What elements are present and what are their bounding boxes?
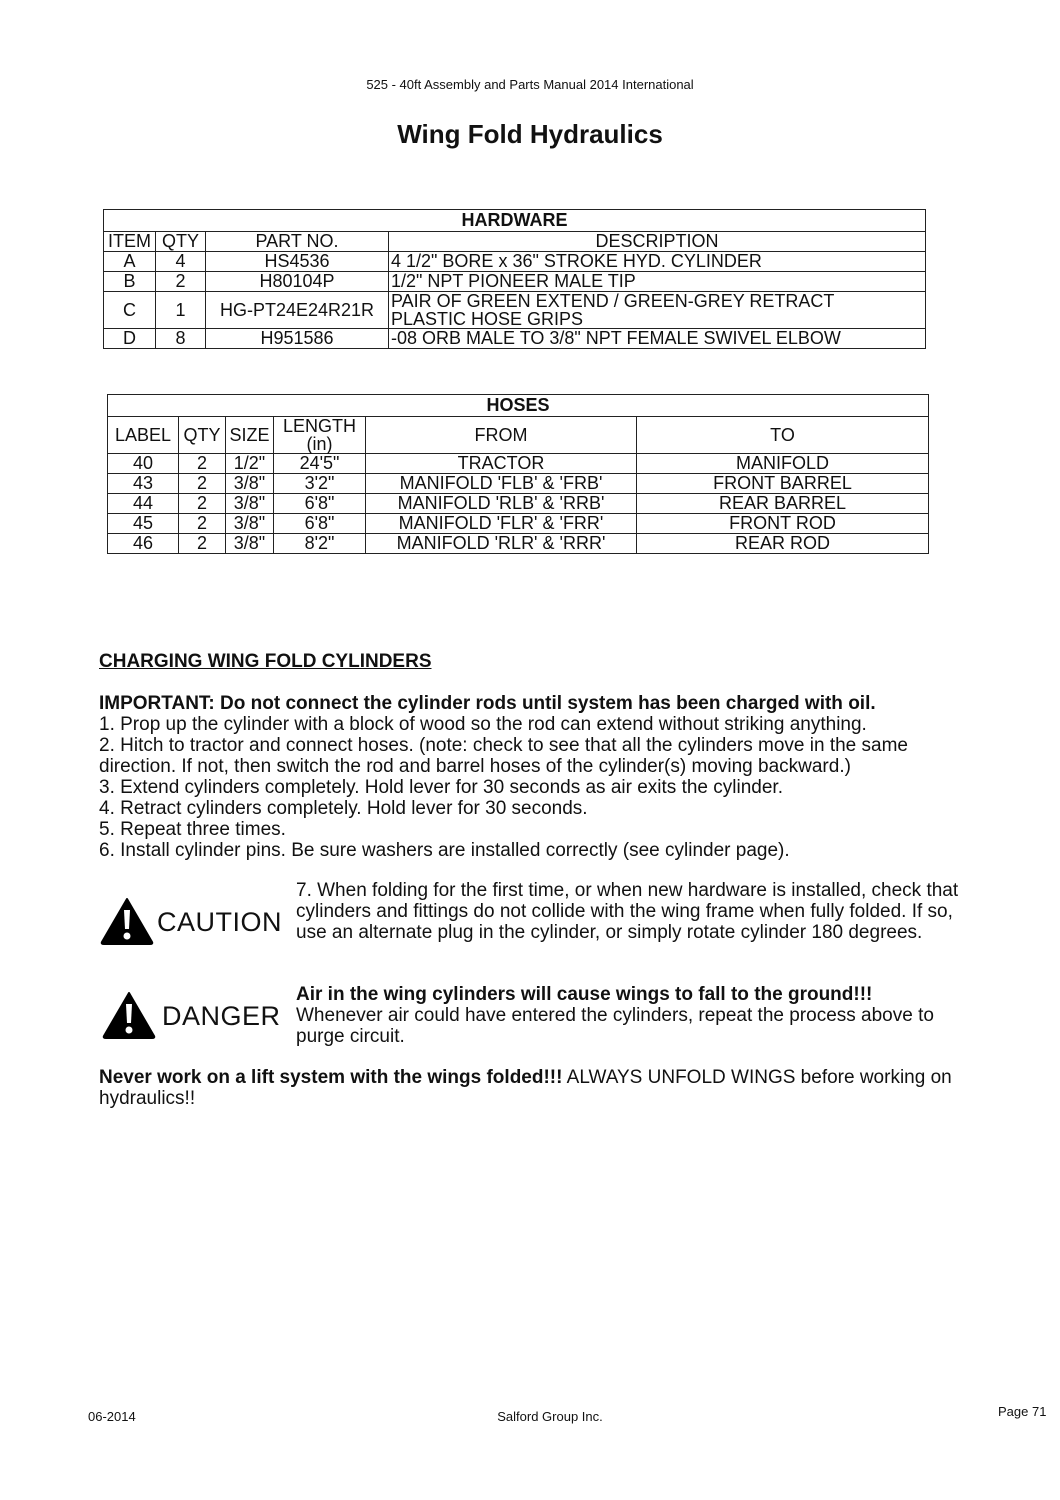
description-cell — [389, 292, 926, 329]
description-line: PAIR OF GREEN EXTEND / GREEN-GREY RETRACT — [391, 291, 835, 311]
page-number: Page 71 — [998, 1404, 1047, 1419]
size-cell: 3/8" — [226, 474, 274, 494]
to-cell: FRONT ROD — [637, 514, 929, 534]
qty-cell: 1 — [156, 292, 206, 329]
length-cell: 24'5" — [274, 454, 366, 474]
important-note: IMPORTANT: Do not connect the cylinder rods until system has been charged with oil. — [99, 693, 876, 714]
step-item: 5. Repeat three times. — [99, 819, 286, 840]
column-header: FROM — [366, 417, 637, 454]
from-cell: MANIFOLD 'RLB' & 'RRB' — [366, 494, 637, 514]
hardware-table — [103, 209, 926, 349]
label-cell: 43 — [108, 474, 179, 494]
step-item: 6. Install cylinder pins. Be sure washers are installed correctly (see cylinder page). — [99, 840, 790, 861]
column-header: QTY — [179, 417, 226, 454]
description-line: PLASTIC HOSE GRIPS — [391, 309, 584, 329]
part-cell: H951586 — [206, 329, 389, 349]
label-cell: 45 — [108, 514, 179, 534]
final-note — [99, 1067, 969, 1109]
step-item: 1. Prop up the cylinder with a block of wood so the rod can extend without striking anything. — [99, 714, 867, 735]
danger-text-block — [296, 984, 976, 1047]
label-cell: 46 — [108, 534, 179, 554]
from-cell: TRACTOR — [366, 454, 637, 474]
table-row — [104, 272, 926, 292]
to-cell: REAR ROD — [637, 534, 929, 554]
hoses-caption: HOSES — [108, 395, 929, 417]
size-cell: 3/8" — [226, 494, 274, 514]
length-cell: 3'2" — [274, 474, 366, 494]
column-header — [274, 417, 366, 454]
caution-block — [99, 880, 969, 970]
item-cell: A — [104, 252, 156, 272]
length-cell: 6'8" — [274, 494, 366, 514]
qty-cell: 2 — [179, 494, 226, 514]
qty-cell: 2 — [156, 272, 206, 292]
column-header: DESCRIPTION — [389, 232, 926, 252]
danger-label: DANGER — [162, 1001, 281, 1031]
description-cell: 1/2" NPT PIONEER MALE TIP — [389, 272, 926, 292]
description-cell: 4 1/2" BORE x 36" STROKE HYD. CYLINDER — [389, 252, 926, 272]
length-cell: 6'8" — [274, 514, 366, 534]
part-cell: HG-PT24E24R21R — [206, 292, 389, 329]
from-cell: MANIFOLD 'RLR' & 'RRR' — [366, 534, 637, 554]
label-cell: 44 — [108, 494, 179, 514]
size-cell: 3/8" — [226, 514, 274, 534]
qty-cell: 2 — [179, 534, 226, 554]
table-row — [104, 329, 926, 349]
warning-triangle-icon — [101, 990, 157, 1045]
description-cell: -08 ORB MALE TO 3/8" NPT FEMALE SWIVEL ELBOW — [389, 329, 926, 349]
table-row — [104, 292, 926, 329]
qty-cell: 2 — [179, 474, 226, 494]
caution-text: 7. When folding for the first time, or when new hardware is installed, check that cylinders and fittings do not collide with the wing frame when fully folded. If so, use an alternate plug in the cylinder, or simply rotate cylinder 180 degrees. — [296, 880, 959, 943]
caution-label: CAUTION — [157, 907, 282, 937]
table-row — [108, 474, 929, 494]
final-note-text: ALWAYS UNFOLD WINGS before working on hydraulics!! — [99, 1067, 952, 1109]
footer-date: 06-2014 — [88, 1409, 136, 1424]
to-cell: MANIFOLD — [637, 454, 929, 474]
from-cell: MANIFOLD 'FLB' & 'FRB' — [366, 474, 637, 494]
column-header: LABEL — [108, 417, 179, 454]
final-note-bold: Never work on a lift system with the wings folded!!! — [99, 1067, 563, 1088]
part-cell: H80104P — [206, 272, 389, 292]
label-cell: 40 — [108, 454, 179, 474]
hoses-header-row — [108, 417, 929, 454]
step-item: 2. Hitch to tractor and connect hoses. (note: check to see that all the cylinders move in the same direction. If not, then switch the rod and barrel hoses of the cylinder(s) moving backward.) — [99, 735, 908, 777]
danger-bold-text: Air in the wing cylinders will cause wings to fall to the ground!!! — [296, 984, 873, 1005]
length-header-line: LENGTH — [282, 416, 356, 436]
table-row — [108, 514, 929, 534]
page-title: Wing Fold Hydraulics — [397, 119, 663, 149]
from-cell: MANIFOLD 'FLR' & 'FRR' — [366, 514, 637, 534]
table-row — [108, 494, 929, 514]
column-header: SIZE — [226, 417, 274, 454]
item-cell: C — [104, 292, 156, 329]
column-header: PART NO. — [206, 232, 389, 252]
length-header-line: (in) — [306, 434, 333, 454]
qty-cell: 4 — [156, 252, 206, 272]
table-row — [108, 454, 929, 474]
to-cell: REAR BARREL — [637, 494, 929, 514]
table-row — [104, 252, 926, 272]
to-cell: FRONT BARREL — [637, 474, 929, 494]
footer-company: Salford Group Inc. — [497, 1409, 603, 1424]
step-item: 4. Retract cylinders completely. Hold lever for 30 seconds. — [99, 798, 588, 819]
table-row — [108, 534, 929, 554]
column-header: QTY — [156, 232, 206, 252]
column-header: ITEM — [104, 232, 156, 252]
hardware-caption: HARDWARE — [104, 210, 926, 232]
column-header: TO — [637, 417, 929, 454]
manual-header: 525 - 40ft Assembly and Parts Manual 2014 International — [366, 77, 694, 92]
size-cell: 3/8" — [226, 534, 274, 554]
part-cell: HS4536 — [206, 252, 389, 272]
qty-cell: 8 — [156, 329, 206, 349]
item-cell: D — [104, 329, 156, 349]
qty-cell: 2 — [179, 514, 226, 534]
qty-cell: 2 — [179, 454, 226, 474]
hardware-header-row — [104, 232, 926, 252]
section-title: CHARGING WING FOLD CYLINDERS — [99, 651, 432, 672]
instruction-steps — [99, 693, 969, 861]
hoses-table — [107, 394, 929, 554]
danger-block — [99, 984, 969, 1054]
item-cell: B — [104, 272, 156, 292]
step-item: 3. Extend cylinders completely. Hold lever for 30 seconds as air exits the cylinder. — [99, 777, 783, 798]
size-cell: 1/2" — [226, 454, 274, 474]
danger-text: Whenever air could have entered the cylinders, repeat the process above to purge circuit. — [296, 1005, 934, 1047]
length-cell: 8'2" — [274, 534, 366, 554]
warning-triangle-icon — [99, 896, 155, 951]
